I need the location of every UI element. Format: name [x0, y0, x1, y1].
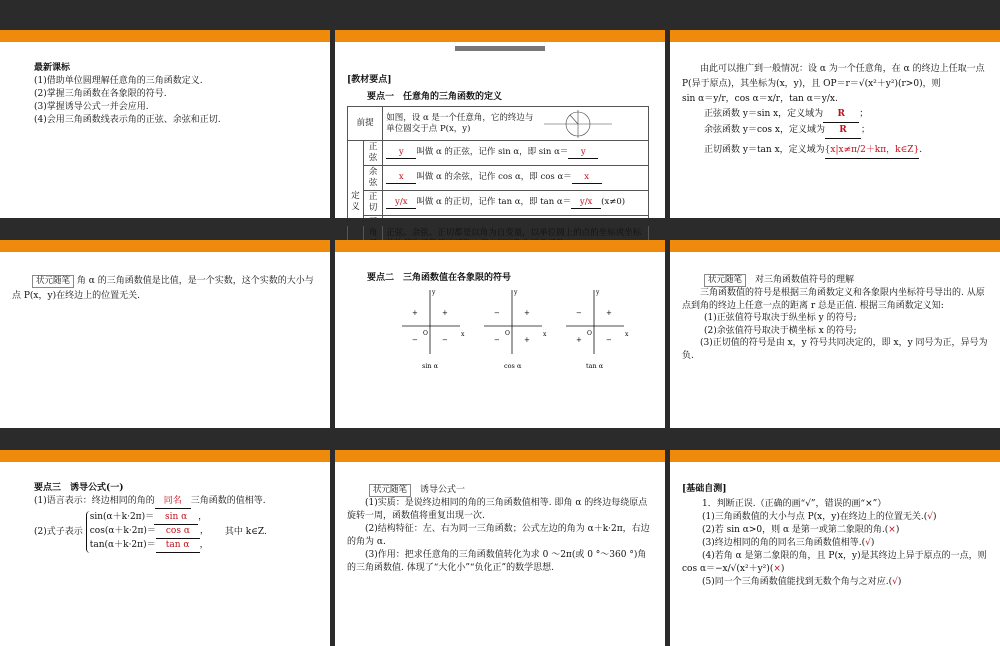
judgment-item: (4)若角 α 是第二象限的角，且 P(x，y)是其终边上异于原点的一点，则 cos α＝−x/√(x²＋y²): [682, 551, 987, 574]
judgment-answer: √: [927, 512, 933, 522]
tangent-condition: (x≠0): [601, 197, 626, 207]
ratio-formulas: sin α＝y/r，cos α＝x/r，tan α＝y/x.: [682, 94, 838, 104]
orange-header-bar: [0, 450, 330, 462]
point-title: 要点三 诱导公式(一): [34, 483, 124, 493]
question-stem: 1．判断正误.（正确的画“√”，错误的画“×”）: [702, 499, 887, 509]
quadrant-4-sign: −: [606, 336, 612, 344]
tip-tag: 状元随笔: [369, 484, 411, 497]
slide-8[interactable]: [335, 450, 665, 646]
orange-header-bar: [335, 30, 665, 42]
origin-label: O: [423, 330, 428, 337]
sine-blank: y: [386, 147, 416, 159]
tip-tag: 状元随笔: [32, 275, 74, 288]
slide-1[interactable]: [0, 30, 330, 226]
formula-sin-answer: sin α: [154, 511, 198, 525]
y-axis-label: y: [596, 289, 600, 296]
quadrant-1-sign: +: [606, 309, 612, 317]
formula-cos: cos(α＋k·2π)＝: [89, 526, 156, 536]
bottom-bar: [335, 218, 665, 226]
sine-label: 正弦: [364, 141, 383, 166]
judgment-item: (2)若 sin α>0，则 α 是第一或第二象限的角.: [702, 525, 885, 535]
slide-9[interactable]: [基础自测] 1．判断正误.（正确的画“√”，错误的画“×”） (1)三角函数值的大小与点 P(x，y)在终边上的位置无关.(√) (2)若 sin α>0，则 α 是第一或第二象限的角.(×) (3)终边相同的角的同名三角函数值相等.(√) (4)若角 α 是第二象限的角，且 P(x，y)是其终边上异于原点的一点，则 cos α＝−x/√(x²＋y²)(×) (5)同一个三角函数值能找到无数个角与之对应.(√): [670, 450, 1000, 646]
quadrant-2-sign: +: [412, 309, 418, 317]
trig-function-text: 正弦、余弦、正切都是以角为自变量，以单位圆上的点的坐标或坐标: [383, 216, 649, 263]
orange-header-bar: [335, 240, 665, 252]
formula-condition: 其中 k∈Z.: [224, 526, 267, 537]
verbal-text-end: 三角函数的值相等.: [190, 496, 266, 506]
formula-tan-answer: tan α: [156, 539, 200, 553]
sine-answer: y: [568, 147, 598, 159]
quadrant-3-sign: +: [576, 336, 582, 344]
point-title: 要点二 三角函数值在各象限的符号: [367, 273, 512, 283]
verbal-answer: 同名: [155, 495, 191, 509]
tangent-blank: y/x: [386, 197, 416, 209]
sine-domain-answer: R: [823, 107, 859, 123]
top-bar: [0, 0, 1000, 24]
x-axis-label: x: [461, 331, 465, 338]
premise-label: 前提: [348, 107, 383, 141]
slide-5[interactable]: [335, 240, 665, 436]
bottom-bar: [670, 428, 1000, 436]
cosine-label: 余弦: [364, 166, 383, 191]
slide-6[interactable]: [670, 240, 1000, 436]
sine-text: 叫做 α 的正弦，记作 sin α，即 sin α＝: [416, 147, 569, 157]
origin-label: O: [587, 330, 592, 337]
formula-sin: sin(α＋k·2π)＝: [89, 512, 155, 522]
orange-header-bar: [670, 240, 1000, 252]
slide-title: 最新课标: [34, 63, 71, 73]
premise-text: 如图，设 α 是一个任意角，它的终边与单位圆交于点 P(x，y): [386, 112, 534, 134]
judgment-item: (5)同一个三角函数值能找到无数个角与之对应.: [702, 577, 889, 587]
tangent-answer: y/x: [571, 197, 601, 209]
tip-rule-1: (1)正弦值符号取决于纵坐标 y 的符号;: [704, 313, 857, 323]
sine-domain-text: 正弦函数 y＝sin x，定义域为: [704, 109, 824, 119]
cosine-text: 叫做 α 的余弦，记作 cos α，即 cos α＝: [416, 172, 572, 182]
tip-point-3: (3)作用：把求任意角的三角函数值转化为求 0 ～2π(或 0 °～360 °)角的三角函数值. 体现了“大化小”“负化正”的数学思想.: [347, 550, 647, 573]
graph-label: sin α: [422, 362, 439, 370]
bottom-bar: [335, 428, 665, 436]
tangent-label: 正切: [364, 191, 383, 216]
objective-item: (4)会用三角函数线表示角的正弦、余弦和正切.: [34, 115, 221, 125]
definition-label: 定义: [348, 141, 364, 263]
formula-tan: tan(α＋k·2π)＝: [89, 540, 156, 550]
slide-3[interactable]: 由此可以推广到一般情况：设 α 为一个任意角，在 α 的终边上任取一点 P(异于原点)，其坐标为(x，y)，且 OP＝r＝√(x²＋y²)(r>0)，则 sin α＝y/r，cos α＝x/r，tan α＝y/x. 正弦函数 y＝sin x，定义域为 R ； 余弦函数 y＝cos x，定义域为 R ； 正切函数 y＝tan x，定义域为{x|x≠π/2＋kπ，k∈Z}.: [670, 30, 1000, 226]
quadrant-sign-graphs: [395, 286, 635, 376]
judgment-answer: ×: [888, 525, 896, 535]
judgment-item: (3)终边相同的角的同名三角函数值相等.: [702, 538, 862, 548]
objective-item: (2)掌握三角函数在各象限的符号.: [34, 89, 167, 99]
slide-2[interactable]: [335, 30, 665, 238]
bottom-bar: [0, 428, 330, 436]
orange-header-bar: [0, 240, 330, 252]
y-axis-label: y: [432, 289, 436, 296]
tangent-domain-answer: {x|x≠π/2＋kπ，k∈Z}: [825, 143, 920, 159]
tip-heading: 对三角函数值符号的理解: [755, 275, 855, 285]
point-title: 要点一 任意角的三角函数的定义: [367, 92, 503, 102]
trig-function-label: 角: [364, 216, 383, 263]
tip-point-2: (2)结构特征：左、右为同一三角函数；公式左边的角为 α＋k·2π，右边的角为 α.: [347, 524, 650, 547]
objective-item: (1)借助单位圆理解任意角的三角函数定义.: [34, 76, 203, 86]
judgment-answer: √: [865, 538, 871, 548]
tip-rule-3: (3)正切值的符号是由 x，y 符号共同决定的，即 x，y 同号为正，异号为负.: [682, 338, 988, 361]
judgment-answer: ×: [773, 564, 781, 574]
slide-7[interactable]: 要点三 诱导公式(一) (1)语言表示：终边相同的角的 同名 三角函数的值相等. (2)式子表示 sin(α＋k·2π)＝ sin α ， cos(α＋k·2π)＝ cos α ， tan(α＋k·2π)＝ tan α ， 其中 k∈Z.: [0, 450, 330, 646]
quadrant-4-sign: −: [442, 336, 448, 344]
graph-label: tan α: [586, 362, 604, 370]
graph-label: cos α: [504, 362, 522, 370]
bottom-bar: [670, 218, 1000, 226]
quadrant-2-sign: −: [494, 309, 500, 317]
section-label: [教材要点]: [347, 75, 392, 85]
formula-cos-answer: cos α: [156, 525, 200, 539]
unit-circle-figure: [542, 109, 614, 139]
cosine-domain-text: 余弦函数 y＝cos x，定义域为: [704, 125, 825, 135]
verbal-text: (1)语言表示：终边相同的角的: [34, 496, 155, 506]
tip-paragraph: 三角函数值的符号是根据三角函数定义和各象限内坐标符号导出的. 从原点到角的终边上任意一点的距离 r 总是正值. 根据三角函数定义知:: [682, 288, 985, 311]
quadrant-1-sign: +: [524, 309, 530, 317]
tip-rule-2: (2)余弦值符号取决于横坐标 x 的符号;: [704, 325, 857, 336]
tangent-domain-text: 正切函数 y＝tan x，定义域为: [704, 145, 825, 155]
slide-4[interactable]: [0, 240, 330, 436]
tip-text: 角 α 的三角函数值是比值，是一个实数，这个实数的大小与点 P(x，y)在终边上的位置无关.: [12, 276, 314, 301]
general-paragraph: 由此可以推广到一般情况：设 α 为一个任意角，在 α 的终边上任取一点 P(异于原点)，其坐标为(x，y)，且 OP＝r＝√(x²＋y²)(r>0)，则: [682, 64, 985, 89]
judgment-answer: √: [892, 577, 898, 587]
header-emblem: [455, 46, 545, 51]
tip-tag: 状元随笔: [704, 274, 746, 287]
orange-header-bar: [0, 30, 330, 42]
quadrant-1-sign: +: [442, 309, 448, 317]
section-label: [基础自测]: [682, 484, 727, 494]
tip-heading: 诱导公式一: [420, 485, 466, 495]
formula-label: (2)式子表示: [34, 526, 83, 537]
cosine-blank: x: [386, 172, 416, 184]
orange-header-bar: [335, 450, 665, 462]
origin-label: O: [505, 330, 510, 337]
x-axis-label: x: [625, 331, 629, 338]
tip-point-1: (1)实质：是说终边相同的角的三角函数值相等. 即角 α 的终边每绕原点旋转一周，函数值将重复出现一次.: [347, 498, 648, 521]
quadrant-3-sign: −: [412, 336, 418, 344]
quadrant-3-sign: −: [494, 336, 500, 344]
quadrant-2-sign: −: [576, 309, 582, 317]
quadrant-4-sign: +: [524, 336, 530, 344]
cosine-domain-answer: R: [825, 123, 861, 139]
orange-header-bar: [670, 30, 1000, 42]
bottom-bar: [0, 218, 330, 226]
cosine-answer: x: [572, 172, 602, 184]
objective-item: (3)掌握诱导公式一并会应用.: [34, 102, 149, 112]
x-axis-label: x: [543, 331, 547, 338]
y-axis-label: y: [514, 289, 518, 296]
tangent-text: 叫做 α 的正切，记作 tan α，即 tan α＝: [416, 197, 572, 207]
judgment-item: (1)三角函数值的大小与点 P(x，y)在终边上的位置无关.: [702, 512, 924, 522]
orange-header-bar: [670, 450, 1000, 462]
